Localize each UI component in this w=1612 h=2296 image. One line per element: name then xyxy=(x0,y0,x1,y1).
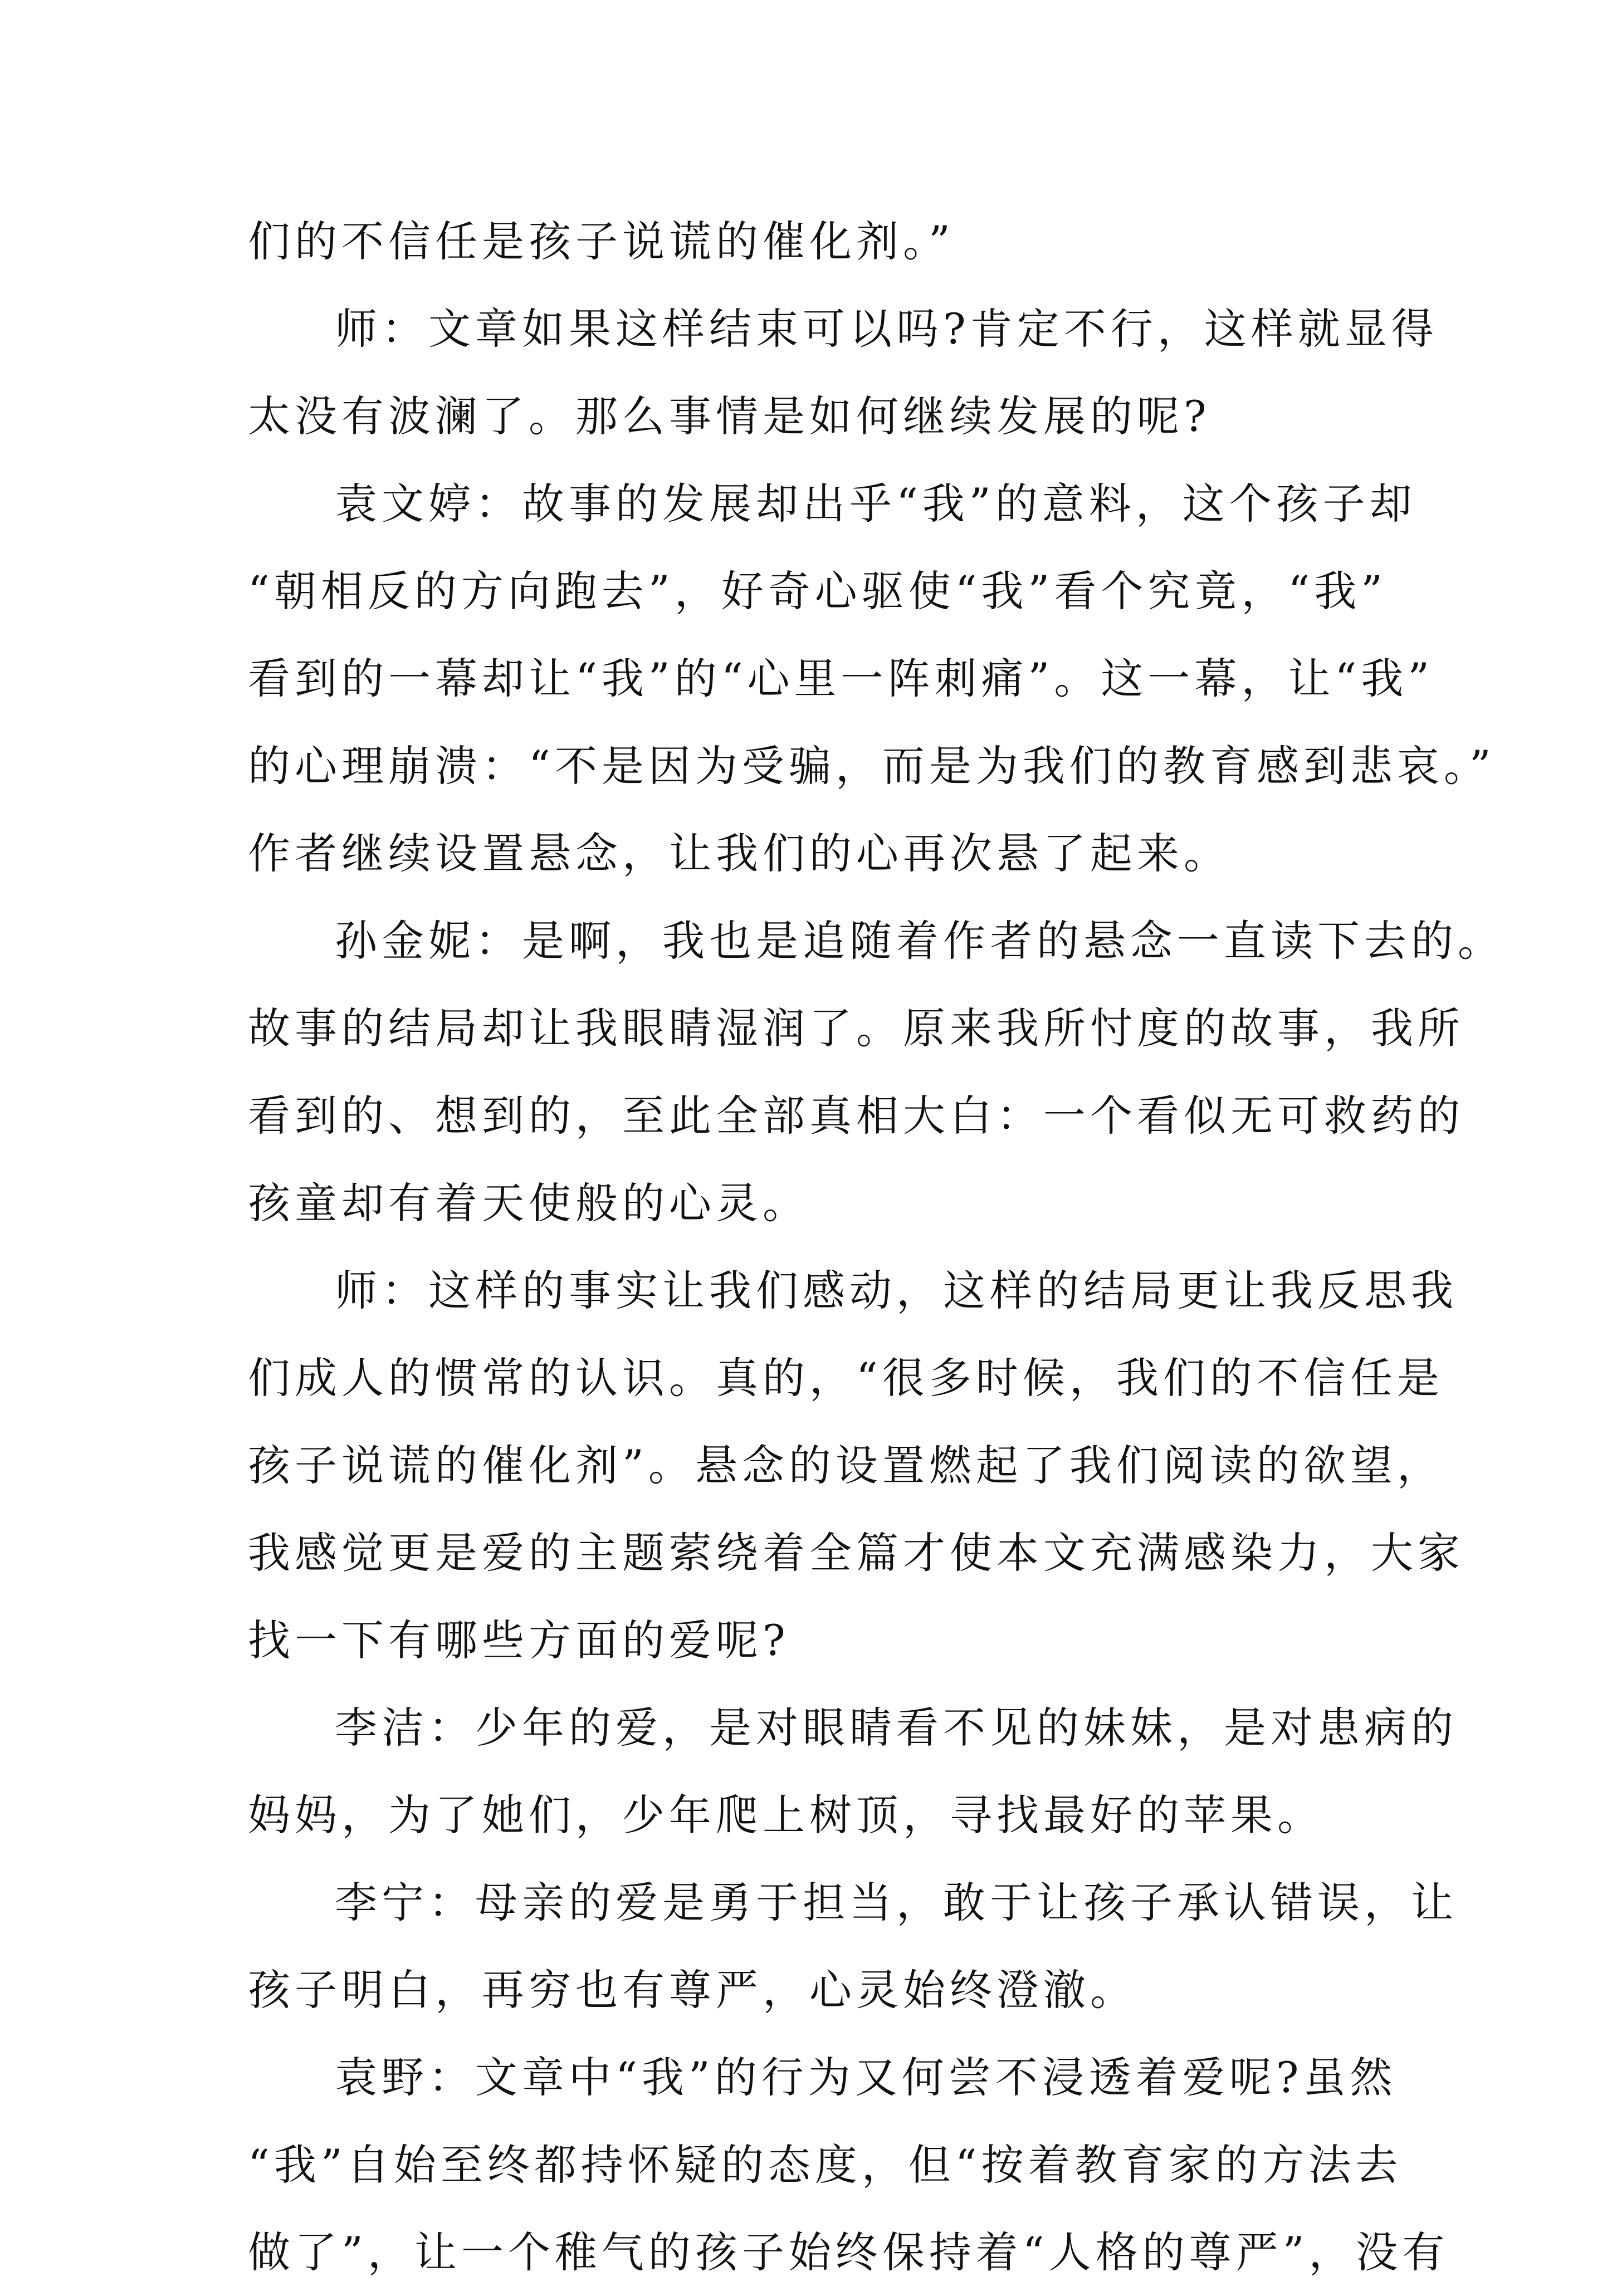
text-line: 我感觉更是爱的主题萦绕着全篇才使本文充满感染力，大家 xyxy=(248,1528,1464,1578)
text-line: 看到的一幕却让“我”的“心里一阵刺痛”。这一幕，让“我” xyxy=(248,654,1434,703)
text-line: 找一下有哪些方面的爱呢? xyxy=(248,1615,790,1665)
document-body xyxy=(248,198,1504,2296)
paragraph-first-line: 师：这样的事实让我们感动，这样的结局更让我反思我 xyxy=(335,1266,1458,1315)
text-line: 太没有波澜了。那么事情是如何继续发展的呢? xyxy=(248,391,1211,441)
paragraph-first-line: 孙金妮：是啊，我也是追随着作者的悬念一直读下去的。 xyxy=(335,916,1504,966)
text-line: 们的不信任是孩子说谎的催化剂。” xyxy=(248,217,955,266)
text-line: 看到的、想到的，至此全部真相大白：一个看似无可救药的 xyxy=(248,1091,1464,1140)
paragraph-first-line: 师：文章如果这样结束可以吗?肯定不行，这样就显得 xyxy=(335,304,1438,354)
paragraph-first-line: 李宁：母亲的爱是勇于担当，敢于让孩子承认错误，让 xyxy=(335,1878,1458,1927)
text-line: 妈妈，为了她们，少年爬上树顶，寻找最好的苹果。 xyxy=(248,1790,1324,1840)
text-line: 作者继续设置悬念，让我们的心再次悬了起来。 xyxy=(248,829,1230,878)
text-line: 孩子明白，再穷也有尊严，心灵始终澄澈。 xyxy=(248,1965,1137,2015)
paragraph-first-line: 袁野：文章中“我”的行为又何尝不浸透着爱呢?虽然 xyxy=(335,2053,1397,2102)
text-line: 们成人的惯常的认识。真的，“很多时候，我们的不信任是 xyxy=(248,1353,1444,1403)
text-line: 故事的结局却让我眼睛湿润了。原来我所忖度的故事，我所 xyxy=(248,1003,1464,1053)
text-line: 孩子说谎的催化剂”。悬念的设置燃起了我们阅读的欲望， xyxy=(248,1441,1444,1490)
text-line: 孩童却有着天使般的心灵。 xyxy=(248,1178,809,1228)
paragraph-first-line: 袁文婷：故事的发展却出乎“我”的意料，这个孩子却 xyxy=(335,479,1416,528)
text-line: “我”自始至终都持怀疑的态度，但“按着教育家的方法去 xyxy=(248,2140,1403,2190)
paragraph-first-line: 李洁：少年的爱，是对眼睛看不见的妹妹，是对患病的 xyxy=(335,1703,1458,1752)
text-line: 的心理崩溃：“不是因为受骗，而是为我们的教育感到悲哀。” xyxy=(248,741,1496,791)
text-line: 做了”，让一个稚气的孩子始终保持着“人格的尊严”，没有 xyxy=(248,2228,1449,2277)
text-line: “朝相反的方向跑去”，好奇心驱使“我”看个究竟，“我” xyxy=(248,566,1388,616)
